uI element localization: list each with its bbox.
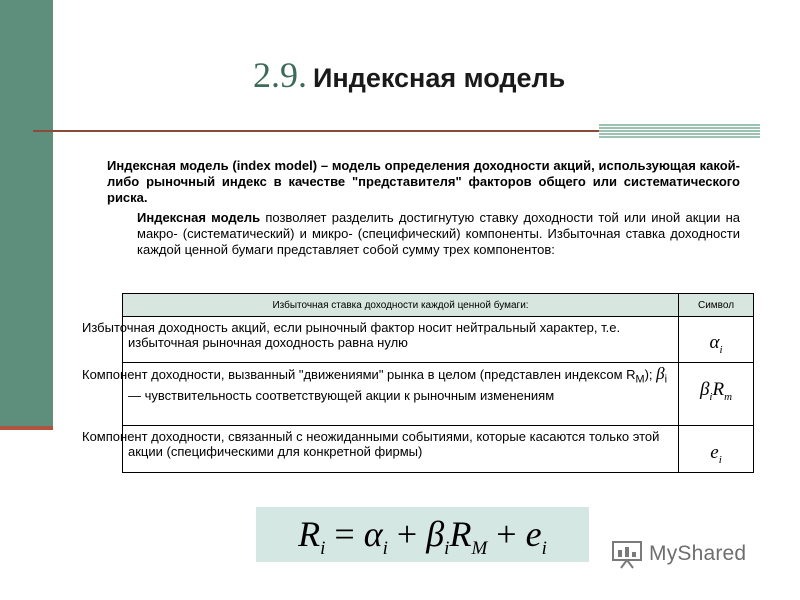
divider-accent-stripes	[599, 124, 760, 138]
formula-e-sub: i	[541, 538, 547, 560]
presentation-icon	[611, 539, 643, 569]
symbol-alpha: α	[709, 332, 720, 354]
formula-lhs: R	[298, 514, 321, 554]
row-text: Избыточная доходность акций, если рыночный фактор носит нейтральный характер, т.е. избыточная рыночная доходность равна нулю	[82, 320, 621, 350]
row-text-b: );	[644, 367, 657, 382]
symbol-e: e	[710, 442, 719, 464]
sidebar-bar	[0, 0, 53, 429]
description-lead: Индексная модель	[137, 210, 261, 225]
inline-beta: β	[656, 364, 665, 383]
inline-beta-sub: i	[664, 373, 667, 386]
header-symbol: Символ	[679, 294, 754, 317]
formula-plus: +	[487, 514, 526, 554]
row-symbol	[679, 426, 754, 473]
row-symbol	[679, 317, 754, 363]
symbol-r: R	[712, 379, 725, 401]
symbol-r-sub: m	[724, 390, 733, 403]
row-text-a: Компонент доходности, вызванный "движениями" рынка в целом (представлен индексом R	[82, 367, 636, 382]
row-text-c: — чувствительность соответствующей акции к рыночным изменениям	[128, 387, 555, 403]
table-row	[123, 426, 754, 473]
formula-equals: =	[325, 514, 364, 554]
row-description	[82, 317, 679, 363]
row-text-sub: M	[635, 373, 645, 386]
components-table	[82, 293, 754, 473]
formula-r: R	[449, 514, 472, 554]
description-paragraph	[137, 210, 740, 258]
sidebar-bar-accent	[0, 426, 53, 430]
page-title	[253, 54, 565, 96]
watermark-text: MyShared	[649, 542, 747, 565]
formula-alpha-sub: i	[382, 538, 388, 560]
symbol-beta: β	[699, 379, 710, 401]
symbol-beta-sub: i	[709, 390, 713, 403]
table-header-row	[123, 294, 754, 317]
formula-e: e	[525, 514, 542, 554]
symbol-e-sub: i	[718, 454, 722, 466]
watermark	[611, 539, 746, 569]
row-description	[82, 426, 679, 473]
formula-plus: +	[387, 514, 427, 554]
header-description: Избыточная ставка доходности каждой ценной бумаги:	[123, 294, 679, 317]
formula-beta: β	[426, 514, 445, 554]
table-row	[123, 363, 754, 426]
formula-r-sub: M	[471, 538, 488, 560]
description-rest: позволяет разделить достигнутую ставку доходности той или иной акции на макро- (систематический) и микро- (специфический) компоненты. Избыточная ставка доходности каждой ценной бумаги представляет собой сумму трех компонентов:	[137, 210, 741, 257]
index-model-formula	[256, 507, 589, 562]
formula-lhs-sub: i	[320, 538, 326, 560]
table-row	[123, 317, 754, 363]
formula-beta-sub: i	[444, 538, 450, 560]
row-description	[82, 363, 679, 426]
formula-alpha: α	[363, 514, 383, 554]
title-text: Индексная модель	[313, 63, 566, 93]
row-symbol	[679, 363, 754, 426]
title-number: 2.9.	[253, 55, 307, 95]
definition-paragraph: Индексная модель (index model) – модель определения доходности акций, использующая какой-либо рыночный индекс в качестве "представителя" факторов общего или систематического риска.	[107, 158, 740, 205]
row-text: Компонент доходности, связанный с неожиданными событиями, которые касаются только этой акции (специфическими для конкретной фирмы)	[82, 429, 660, 459]
symbol-sub: i	[719, 344, 723, 356]
